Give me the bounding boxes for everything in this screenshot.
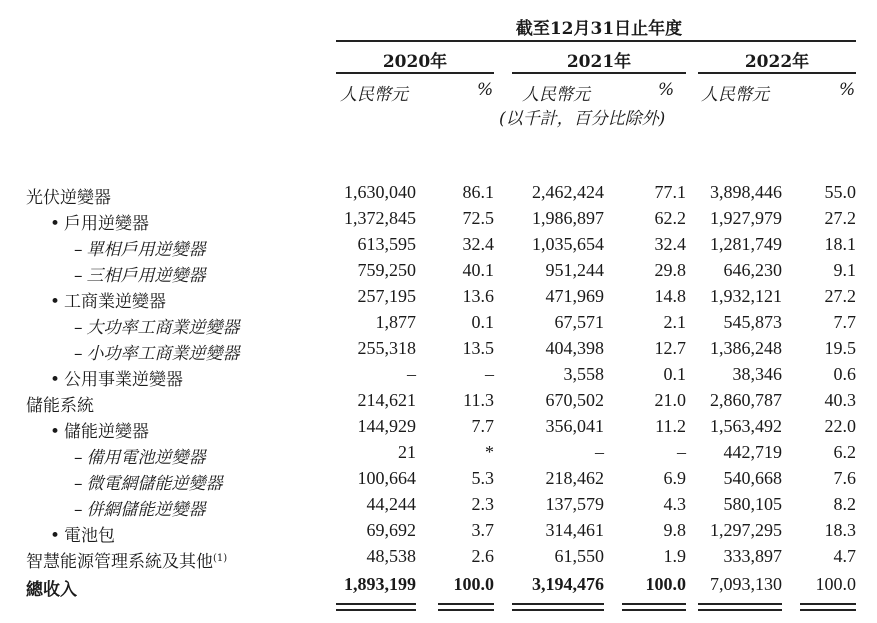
row-label-text: 儲能系統 [26,396,94,416]
row-label [50,287,166,312]
table-cell: 67,571 [554,312,604,332]
table-cell: 951,244 [545,260,604,280]
dash-icon: – [74,448,83,468]
table-cell: 7.7 [833,312,856,332]
row-label [74,469,223,494]
table-cell: 48,538 [366,546,416,566]
bullet-icon: • [50,214,61,234]
percent-2021: % [658,80,675,100]
row-label-text: 併網儲能逆變器 [86,500,206,520]
row-label [50,417,149,442]
row-label [74,339,240,364]
dash-icon: – [74,344,83,364]
total-cell: 7,093,130 [710,574,782,594]
table-cell: 40.3 [824,390,856,410]
table-cell: 3.7 [471,520,494,540]
total-underline-d2 [622,609,686,611]
table-cell: 0.6 [833,364,856,384]
table-cell: 404,398 [545,338,604,358]
table-cell: 9.8 [663,520,686,540]
table-cell: 540,668 [723,468,782,488]
table-cell: 3,898,446 [710,182,782,202]
table-cell: 314,461 [545,520,604,540]
table-cell: 5.3 [471,468,494,488]
units-note: (以千計，百分比除外) [499,109,666,129]
table-cell: 69,692 [366,520,416,540]
table-cell: 255,318 [357,338,416,358]
row-label-text: 公用事業逆變器 [64,370,184,390]
table-cell: 1,297,295 [710,520,782,540]
table-cell: 3,558 [563,364,604,384]
year-2020: 2020年 [382,52,448,72]
table-cell: 1,386,248 [710,338,782,358]
total-underline-f2 [800,609,856,611]
bullet-icon: • [50,292,61,312]
table-cell: 257,195 [357,286,416,306]
table-cell: 2.1 [663,312,686,332]
row-label [74,495,206,520]
table-cell: 670,502 [545,390,604,410]
header-rule [336,40,856,42]
currency-2020: 人民幣元 [340,85,408,105]
row-label-text: 大功率工商業逆變器 [86,318,240,338]
total-underline-e1 [698,603,782,605]
row-label [50,209,149,234]
table-cell: 32.4 [654,234,686,254]
currency-2021: 人民幣元 [522,85,590,105]
table-cell: 1,927,979 [710,208,782,228]
table-cell: 2.6 [471,546,494,566]
table-cell: 1,035,654 [532,234,604,254]
table-cell: 11.3 [463,390,494,410]
table-cell: 356,041 [545,416,604,436]
table-cell: 22.0 [824,416,856,436]
table-cell: 62.2 [654,208,686,228]
row-label-text: 單相戶用逆變器 [86,240,206,260]
table-cell: 27.2 [824,286,856,306]
total-underline-b1 [438,603,494,605]
row-label-text: 光伏逆變器 [26,188,111,208]
row-label [26,391,94,416]
table-cell: 218,462 [545,468,604,488]
dash-icon: – [74,266,83,286]
bullet-icon: • [50,526,61,546]
row-label [74,313,240,338]
total-underline-a2 [336,609,416,611]
table-cell: 1,281,749 [710,234,782,254]
table-cell: 61,550 [554,546,604,566]
total-cell: 100.0 [453,574,494,594]
year-2022: 2022年 [744,52,810,72]
table-cell: 2,462,424 [532,182,604,202]
table-cell: 40.1 [462,260,494,280]
table-cell: – [485,364,494,384]
table-cell: 77.1 [654,182,686,202]
table-cell: 2.3 [471,494,494,514]
year-2021: 2021年 [566,52,632,72]
table-cell: 13.6 [462,286,494,306]
row-label [74,443,206,468]
table-cell: 44,244 [366,494,416,514]
total-underline-a1 [336,603,416,605]
table-cell: 0.1 [663,364,686,384]
table-cell: 13.5 [462,338,494,358]
bullet-icon: • [50,422,61,442]
table-cell: 613,595 [357,234,416,254]
table-cell: – [595,442,604,462]
table-cell: 55.0 [824,182,856,202]
row-label-text: 電池包 [64,526,116,546]
row-label-text: 智慧能源管理系統及其他 [26,552,213,572]
row-label [50,521,115,546]
table-cell: 1,877 [375,312,416,332]
table-cell: 7.6 [833,468,856,488]
table-cell: – [407,364,416,384]
row-label-text: 微電網儲能逆變器 [86,474,223,494]
total-underline-f1 [800,603,856,605]
table-cell: 2,860,787 [710,390,782,410]
total-cell: 100.0 [645,574,686,594]
table-cell: 214,621 [357,390,416,410]
table-cell: 1,932,121 [710,286,782,306]
row-label [26,183,111,208]
row-label [26,547,227,572]
table-cell: 4.3 [663,494,686,514]
table-cell: 6.2 [833,442,856,462]
table-cell: * [485,442,494,462]
table-cell: 9.1 [833,260,856,280]
total-underline-e2 [698,609,782,611]
table-cell: 27.2 [824,208,856,228]
table-cell: 1,630,040 [344,182,416,202]
dash-icon: – [74,474,83,494]
table-cell: 19.5 [824,338,856,358]
year-rule-2022 [698,72,856,74]
total-underline-b2 [438,609,494,611]
table-cell: 137,579 [545,494,604,514]
dash-icon: – [74,318,83,338]
period-header: 截至12月31日止年度 [515,19,683,39]
table-cell: 29.8 [654,260,686,280]
footnote-ref: (1) [213,553,228,564]
row-label [50,365,183,390]
table-cell: 100,664 [357,468,416,488]
total-cell: 100.0 [815,574,856,594]
table-cell: 442,719 [723,442,782,462]
table-cell: 580,105 [723,494,782,514]
table-cell: 72.5 [462,208,494,228]
currency-2022: 人民幣元 [701,85,769,105]
row-label-text: 備用電池逆變器 [86,448,206,468]
table-cell: 7.7 [471,416,494,436]
total-underline-c1 [512,603,604,605]
total-label: 總收入 [26,580,77,600]
dash-icon: – [74,500,83,520]
table-cell: 18.3 [824,520,856,540]
table-cell: 545,873 [723,312,782,332]
table-cell: 6.9 [663,468,686,488]
total-cell: 1,893,199 [344,574,416,594]
bullet-icon: • [50,370,61,390]
table-cell: 38,346 [732,364,782,384]
percent-2020: % [477,80,494,100]
total-underline-d1 [622,603,686,605]
row-label [74,261,206,286]
table-cell: 86.1 [462,182,494,202]
year-rule-2021 [512,72,686,74]
table-cell: 11.2 [655,416,686,436]
row-label-text: 小功率工商業逆變器 [86,344,240,364]
dash-icon: – [74,240,83,260]
table-cell: 1,986,897 [532,208,604,228]
table-cell: 14.8 [654,286,686,306]
table-cell: 4.7 [833,546,856,566]
row-label-text: 三相戶用逆變器 [86,266,206,286]
table-cell: – [677,442,686,462]
row-label-text: 工商業逆變器 [64,292,167,312]
row-label-text: 儲能逆變器 [64,422,150,442]
percent-2022: % [839,80,856,100]
table-cell: 1.9 [663,546,686,566]
table-cell: 32.4 [462,234,494,254]
table-cell: 471,969 [545,286,604,306]
table-cell: 21 [398,442,416,462]
table-cell: 8.2 [833,494,856,514]
table-cell: 759,250 [357,260,416,280]
table-cell: 333,897 [723,546,782,566]
table-cell: 1,372,845 [344,208,416,228]
table-cell: 144,929 [357,416,416,436]
year-rule-2020 [336,72,494,74]
row-label-text: 戶用逆變器 [64,214,150,234]
table-cell: 1,563,492 [710,416,782,436]
table-cell: 0.1 [471,312,494,332]
table-cell: 21.0 [654,390,686,410]
total-cell: 3,194,476 [532,574,604,594]
total-underline-c2 [512,609,604,611]
table-cell: 646,230 [723,260,782,280]
table-cell: 12.7 [654,338,686,358]
table-cell: 18.1 [824,234,856,254]
row-label [74,235,206,260]
